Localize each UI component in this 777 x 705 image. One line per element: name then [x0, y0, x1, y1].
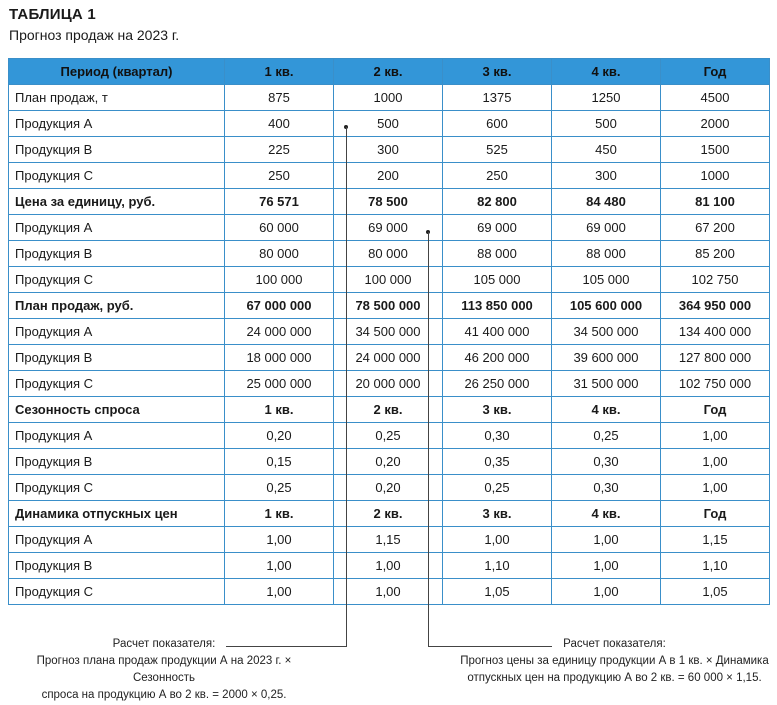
row-label: Продукция А [9, 319, 225, 345]
table-cell: 1,10 [661, 553, 770, 579]
section-row [9, 501, 770, 527]
table-cell: 26 250 000 [443, 371, 552, 397]
table-cell: 1 кв. [225, 501, 334, 527]
table-cell: 80 000 [225, 241, 334, 267]
table-cell: 69 000 [552, 215, 661, 241]
row-label: План продаж, руб. [9, 293, 225, 319]
table-cell: 1,10 [443, 553, 552, 579]
table-cell: 39 600 000 [552, 345, 661, 371]
table-cell: 34 500 000 [334, 319, 443, 345]
table-body [9, 85, 770, 605]
table-row [9, 345, 770, 371]
table-cell: 78 500 000 [334, 293, 443, 319]
table-cell: 300 [552, 163, 661, 189]
table-cell: 0,30 [552, 449, 661, 475]
table-cell: 4 кв. [552, 501, 661, 527]
table-cell: 24 000 000 [225, 319, 334, 345]
table-row [9, 319, 770, 345]
row-label: Продукция А [9, 111, 225, 137]
row-label: Продукция С [9, 163, 225, 189]
table-cell: 84 480 [552, 189, 661, 215]
calculation-note-left [8, 636, 320, 704]
table-cell: 1,00 [334, 553, 443, 579]
table-cell: 4 кв. [552, 397, 661, 423]
table-row [9, 449, 770, 475]
table-cell: 364 950 000 [661, 293, 770, 319]
table-cell: 67 000 000 [225, 293, 334, 319]
row-label: Продукция А [9, 215, 225, 241]
table-cell: 105 000 [552, 267, 661, 293]
table-cell: 500 [334, 111, 443, 137]
table-cell: 0,20 [334, 449, 443, 475]
table-cell: 4500 [661, 85, 770, 111]
table-cell: 1,00 [225, 553, 334, 579]
table-row [9, 111, 770, 137]
table-cell: 1,15 [334, 527, 443, 553]
table-cell: 69 000 [443, 215, 552, 241]
table-header-row [9, 59, 770, 85]
table-cell: 76 571 [225, 189, 334, 215]
header-column: 4 кв. [552, 59, 661, 85]
table-cell: 18 000 000 [225, 345, 334, 371]
header-column: Год [661, 59, 770, 85]
table-cell: 0,20 [225, 423, 334, 449]
row-label: Продукция В [9, 241, 225, 267]
table-cell: 0,20 [334, 475, 443, 501]
table-cell: 875 [225, 85, 334, 111]
table-cell: 0,15 [225, 449, 334, 475]
note-left-line-1: Прогноз плана продаж продукции А на 2023 г. × Сезонность [36, 655, 292, 684]
table-cell: 60 000 [225, 215, 334, 241]
table-caption [9, 6, 179, 45]
table-cell: 41 400 000 [443, 319, 552, 345]
table-cell: 24 000 000 [334, 345, 443, 371]
table-cell: 69 000 [334, 215, 443, 241]
table-cell: 1500 [661, 137, 770, 163]
table-row [9, 85, 770, 111]
table-cell: 0,30 [443, 423, 552, 449]
row-label: Продукция С [9, 267, 225, 293]
table-cell: 0,25 [552, 423, 661, 449]
table-cell: 25 000 000 [225, 371, 334, 397]
table-cell: 525 [443, 137, 552, 163]
header-column: 1 кв. [225, 59, 334, 85]
table-cell: 1,00 [225, 579, 334, 605]
table-row [9, 475, 770, 501]
table-cell: 1000 [334, 85, 443, 111]
row-label: Продукция В [9, 137, 225, 163]
table-cell: 1250 [552, 85, 661, 111]
table-cell: 105 600 000 [552, 293, 661, 319]
table-cell: 46 200 000 [443, 345, 552, 371]
table-cell: 1,00 [443, 527, 552, 553]
row-label: Продукция В [9, 345, 225, 371]
table-cell: 31 500 000 [552, 371, 661, 397]
table-cell: Год [661, 397, 770, 423]
row-label: Динамика отпускных цен [9, 501, 225, 527]
sales-forecast-table [8, 58, 770, 605]
table-cell: 78 500 [334, 189, 443, 215]
note-right-title: Расчет показателя: [563, 638, 666, 650]
table-cell: 102 750 [661, 267, 770, 293]
table-cell: 2 кв. [334, 501, 443, 527]
table-cell: 225 [225, 137, 334, 163]
table-cell: 1,15 [661, 527, 770, 553]
row-label: План продаж, т [9, 85, 225, 111]
table-cell: 3 кв. [443, 397, 552, 423]
table-row [9, 267, 770, 293]
header-period: Период (квартал) [9, 59, 225, 85]
table-cell: 105 000 [443, 267, 552, 293]
table-subtitle: Прогноз продаж на 2023 г. [9, 27, 180, 43]
table-row [9, 553, 770, 579]
table-cell: 100 000 [334, 267, 443, 293]
table-cell: 1,00 [334, 579, 443, 605]
note-right-line-1: Прогноз цены за единицу продукции А в 1 кв. × Динамика [460, 655, 769, 667]
row-label: Продукция А [9, 423, 225, 449]
table-cell: 300 [334, 137, 443, 163]
table-row [9, 579, 770, 605]
table-cell: 1,00 [552, 553, 661, 579]
section-row [9, 397, 770, 423]
table-cell: 1,05 [661, 579, 770, 605]
section-row [9, 189, 770, 215]
table-cell: 450 [552, 137, 661, 163]
table-row [9, 241, 770, 267]
table-cell: 80 000 [334, 241, 443, 267]
note-left-line-2: спроса на продукцию А во 2 кв. = 2000 × 0,25. [41, 689, 287, 701]
table-cell: 1,00 [552, 527, 661, 553]
table-row [9, 163, 770, 189]
table-cell: 1,00 [225, 527, 334, 553]
table-cell: 2 кв. [334, 397, 443, 423]
table-cell: 1,05 [443, 579, 552, 605]
row-label: Продукция В [9, 449, 225, 475]
table-cell: 134 400 000 [661, 319, 770, 345]
table-cell: 113 850 000 [443, 293, 552, 319]
table-cell: 600 [443, 111, 552, 137]
table-cell: 250 [225, 163, 334, 189]
table-cell: 100 000 [225, 267, 334, 293]
row-label: Цена за единицу, руб. [9, 189, 225, 215]
table-row [9, 215, 770, 241]
table-cell: 1,00 [661, 449, 770, 475]
table-cell: 88 000 [552, 241, 661, 267]
table-cell: 20 000 000 [334, 371, 443, 397]
table-number: ТАБЛИЦА 1 [9, 6, 96, 23]
section-row [9, 293, 770, 319]
table-cell: 1375 [443, 85, 552, 111]
table-cell: 3 кв. [443, 501, 552, 527]
row-label: Продукция С [9, 371, 225, 397]
row-label: Продукция А [9, 527, 225, 553]
table-cell: 0,25 [334, 423, 443, 449]
table-row [9, 527, 770, 553]
table-cell: 200 [334, 163, 443, 189]
table-row [9, 137, 770, 163]
table-cell: 1 кв. [225, 397, 334, 423]
table-cell: 1,00 [552, 579, 661, 605]
table-row [9, 371, 770, 397]
table-cell: 500 [552, 111, 661, 137]
row-label: Продукция В [9, 553, 225, 579]
table-cell: 0,30 [552, 475, 661, 501]
note-left-title: Расчет показателя: [112, 638, 216, 650]
table-cell: 1,00 [661, 423, 770, 449]
table-cell: 2000 [661, 111, 770, 137]
table-cell: 1000 [661, 163, 770, 189]
table-cell: 67 200 [661, 215, 770, 241]
table-cell: 85 200 [661, 241, 770, 267]
header-column: 2 кв. [334, 59, 443, 85]
row-label: Сезонность спроса [9, 397, 225, 423]
table-cell: 0,25 [225, 475, 334, 501]
note-right-line-2: отпускных цен на продукцию А во 2 кв. = 60 000 × 1,15. [467, 672, 762, 684]
table-cell: 127 800 000 [661, 345, 770, 371]
table-cell: Год [661, 501, 770, 527]
table-cell: 400 [225, 111, 334, 137]
header-column: 3 кв. [443, 59, 552, 85]
table-cell: 81 100 [661, 189, 770, 215]
table-cell: 250 [443, 163, 552, 189]
table-cell: 102 750 000 [661, 371, 770, 397]
table-cell: 88 000 [443, 241, 552, 267]
table-cell: 34 500 000 [552, 319, 661, 345]
calculation-note-right [456, 636, 773, 687]
table-row [9, 423, 770, 449]
table-cell: 1,00 [661, 475, 770, 501]
row-label: Продукция С [9, 475, 225, 501]
callout-line-left [346, 127, 347, 646]
row-label: Продукция С [9, 579, 225, 605]
table-cell: 0,25 [443, 475, 552, 501]
callout-line-right [428, 232, 429, 646]
table-cell: 82 800 [443, 189, 552, 215]
table-cell: 0,35 [443, 449, 552, 475]
